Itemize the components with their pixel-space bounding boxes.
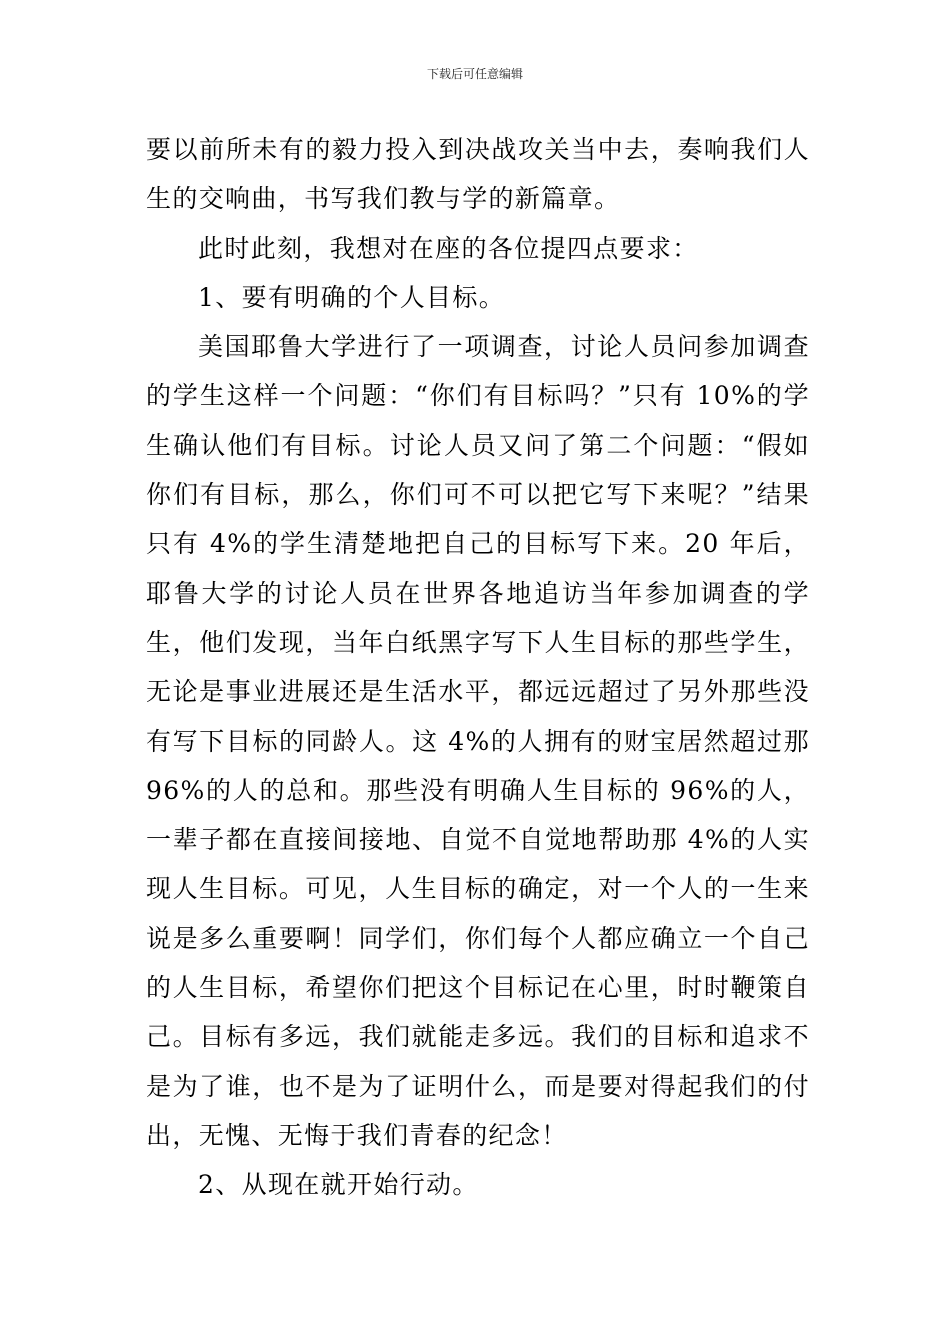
paragraph-requirements-intro: 此时此刻，我想对在座的各位提四点要求： [198,233,699,263]
paragraph-heading-goal: 1、要有明确的个人目标。 [198,282,506,312]
paragraph-heading-action: 2、从现在就开始行动。 [198,1170,479,1200]
paragraph-intro-continued: 要以前所未有的毅力投入到决战攻关当中去，奏响我们人生的交响曲，书写我们教与学的新篇章。 [146,135,810,214]
paragraph-yale-study: 美国耶鲁大学进行了一项调查，讨论人员问参加调查的学生这样一个问题：“你们有目标吗？”只有 10%的学生确认他们有目标。讨论人员又问了第二个问题：“假如你们有目标，那么，你们可不可以把它写下来呢？”结果只有 4%的学生清楚地把自己的目标写下来。20 年后，耶鲁大学的讨论人员在世界各地追访当年参加调查的学生，他们发现，当年白纸黑字写下人生目标的那些学生，无论是事业进展还是生活水平，都远远超过了另外那些没有写下目标的同龄人。这 4%的人拥有的财宝居然超过那 96%的人的总和。那些没有明确人生目标的 96%的人，一辈子都在直接间接地、自觉不自觉地帮助那 4%的人实现人生目标。可见，人生目标的确定，对一个人的一生来说是多么重要啊！同学们，你们每个人都应确立一个自己的人生目标，希望你们把这个目标记在心里，时时鞭策自己。目标有多远，我们就能走多远。我们的目标和追求不是为了谁，也不是为了证明什么，而是要对得起我们的付出，无愧、无悔于我们青春的纪念！ [146,332,810,1150]
header-note: 下载后可任意编辑 [426,67,523,81]
document-body [146,125,810,1210]
